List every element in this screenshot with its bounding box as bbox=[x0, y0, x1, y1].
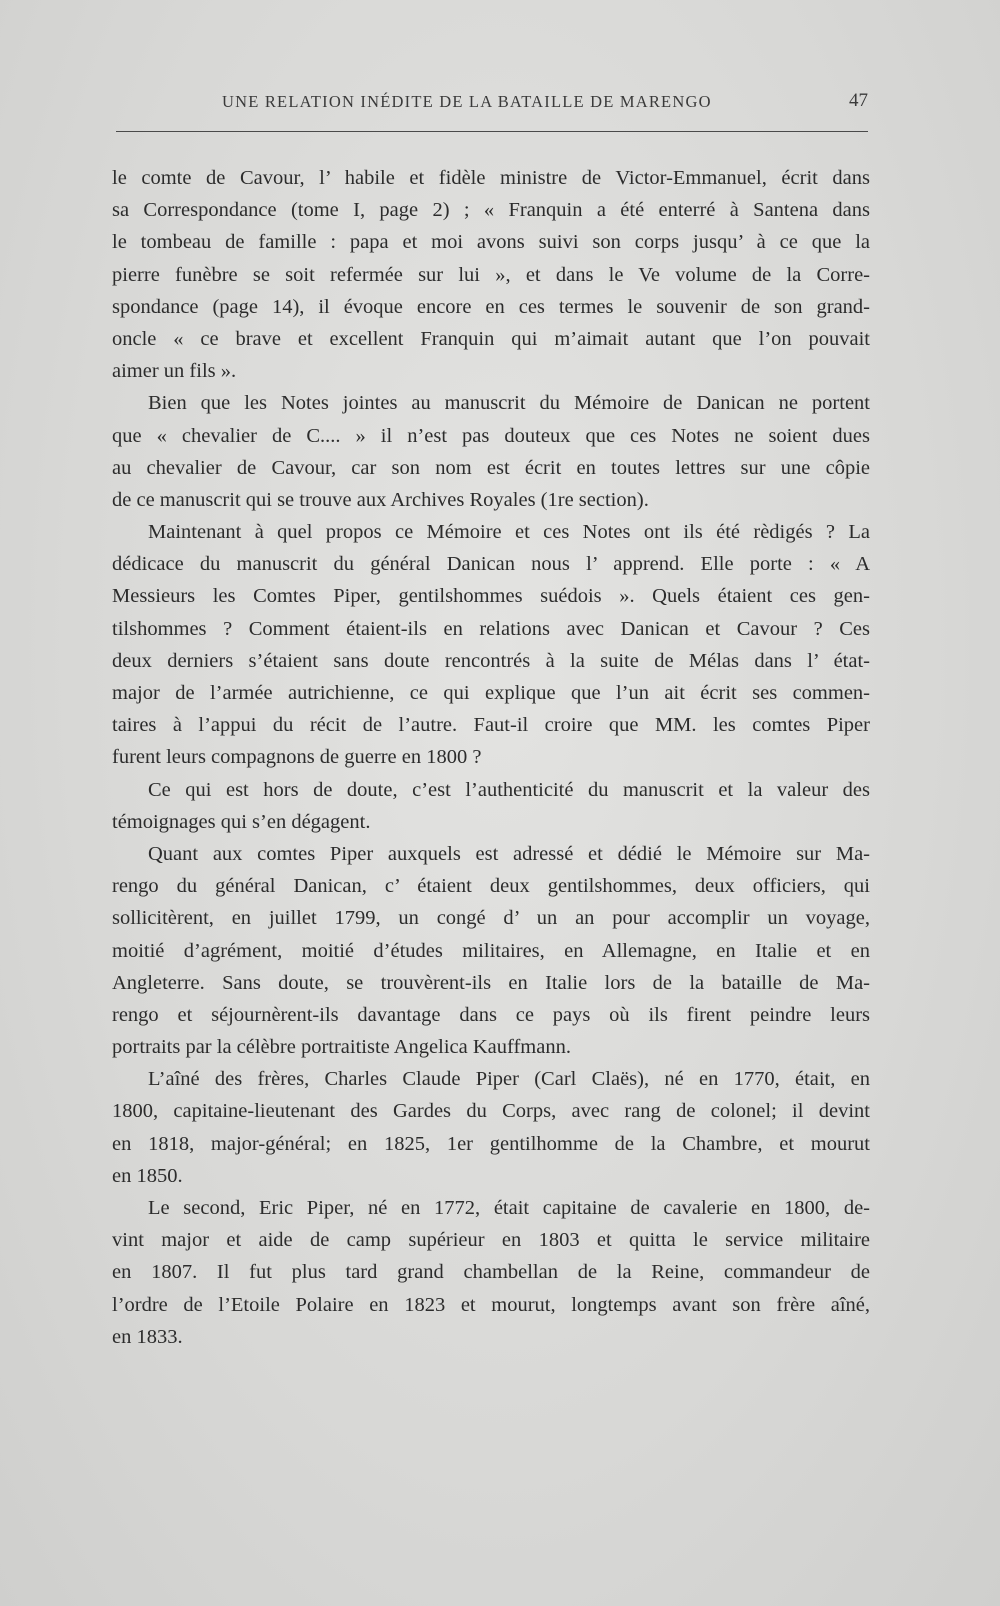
text-line: Ce qui est hors de doute, c’est l’authenticité du manuscrit et la valeur des bbox=[148, 778, 870, 801]
text-line: major de l’armée autrichienne, ce qui explique que l’un ait écrit ses commen- bbox=[112, 682, 870, 704]
page-number: 47 bbox=[849, 90, 868, 111]
text-line: tilshommes ? Comment étaient-ils en relations avec Danican et Cavour ? Ces bbox=[112, 617, 870, 640]
text-line: Angleterre. Sans doute, se trouvèrent-ils en Italie lors de la bataille de Ma- bbox=[112, 971, 870, 994]
text-line: pierre funèbre se soit refermée sur lui », et dans le Ve volume de la Corre- bbox=[112, 263, 870, 286]
text-line: en 1818, major-général; en 1825, 1er gentilhomme de la Chambre, et mourut bbox=[112, 1132, 870, 1155]
running-title: UNE RELATION INÉDITE DE LA BATAILLE DE MARENGO bbox=[222, 92, 712, 111]
text-line: l’ordre de l’Etoile Polaire en 1823 et mourut, longtemps avant son frère aîné, bbox=[112, 1293, 870, 1316]
text-line: en 1807. Il fut plus tard grand chambellan de la Reine, commandeur de bbox=[112, 1261, 870, 1284]
text-line: aimer un fils ». bbox=[112, 360, 237, 383]
text-line: le tombeau de famille : papa et moi avons suivi son corps jusqu’ à ce que la bbox=[112, 231, 870, 254]
text-line: spondance (page 14), il évoque encore en ces termes le souvenir de son grand- bbox=[112, 295, 870, 318]
text-line: en 1850. bbox=[112, 1164, 183, 1187]
text-line: rengo et séjournèrent-ils davantage dans ce pays où ils firent peindre leurs bbox=[112, 1003, 870, 1026]
text-line: rengo du général Danican, c’ étaient deux gentilshommes, deux officiers, qui bbox=[112, 875, 870, 898]
text-line: Maintenant à quel propos ce Mémoire et ces Notes ont ils été rèdigés ? La bbox=[148, 521, 870, 544]
text-line: vint major et aide de camp supérieur en 1803 et quitta le service militaire bbox=[112, 1229, 870, 1252]
text-line: Le second, Eric Piper, né en 1772, était capitaine de cavalerie en 1800, de- bbox=[148, 1197, 870, 1219]
text-line: 1800, capitaine-lieutenant des Gardes du Corps, avec rang de colonel; il devint bbox=[112, 1100, 870, 1123]
text-line: taires à l’appui du récit de l’autre. Faut-il croire que MM. les comtes Piper bbox=[112, 714, 870, 737]
text-line: oncle « ce brave et excellent Franquin qui m’aimait autant que l’on pouvait bbox=[112, 327, 870, 350]
body-text bbox=[112, 162, 870, 1353]
text-line: témoignages qui s’en dégagent. bbox=[112, 810, 371, 833]
text-line: le comte de Cavour, l’ habile et fidèle ministre de Victor-Emmanuel, écrit dans bbox=[112, 167, 870, 189]
text-line: Bien que les Notes jointes au manuscrit du Mémoire de Danican ne portent bbox=[148, 392, 870, 415]
text-line: sa Correspondance (tome I, page 2) ; « Franquin a été enterré à Santena dans bbox=[112, 199, 870, 222]
text-line: Messieurs les Comtes Piper, gentilshommes suédois ». Quels étaient ces gen- bbox=[112, 585, 870, 608]
text-line: Quant aux comtes Piper auxquels est adressé et dédié le Mémoire sur Ma- bbox=[148, 842, 870, 865]
text-line: portraits par la célèbre portraitiste Angelica Kauffmann. bbox=[112, 1036, 571, 1059]
text-line: sollicitèrent, en juillet 1799, un congé d’ un an pour accomplir un voyage, bbox=[112, 907, 870, 930]
header-rule bbox=[116, 131, 868, 132]
text-line: de ce manuscrit qui se trouve aux Archives Royales (1re section). bbox=[112, 488, 649, 511]
text-line: deux derniers s’étaient sans doute rencontrés à la suite de Mélas dans l’ état- bbox=[112, 649, 870, 672]
text-line: au chevalier de Cavour, car son nom est écrit en toutes lettres sur une côpie bbox=[112, 456, 870, 479]
text-line: dédicace du manuscrit du général Danican nous l’ apprend. Elle porte : « A bbox=[112, 553, 870, 576]
text-line: moitié d’agrément, moitié d’études militaires, en Allemagne, en Italie et en bbox=[112, 939, 870, 962]
text-line: L’aîné des frères, Charles Claude Piper (Carl Claës), né en 1770, était, en bbox=[148, 1068, 870, 1091]
page-header bbox=[112, 90, 870, 118]
text-line: en 1833. bbox=[112, 1325, 183, 1348]
text-line: furent leurs compagnons de guerre en 1800 ? bbox=[112, 746, 482, 769]
text-line: que « chevalier de C.... » il n’est pas douteux que ces Notes ne soient dues bbox=[112, 424, 870, 447]
